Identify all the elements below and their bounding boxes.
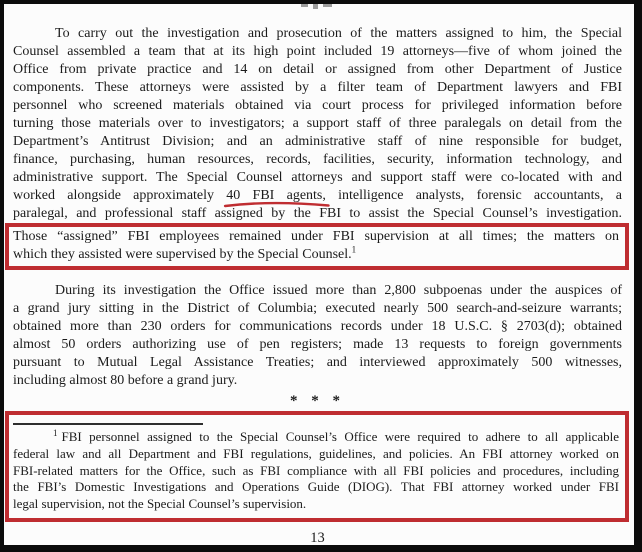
boxed-sentence-line-2: which they assisted were supervised by the Special Counsel.$^1$ xyxy=(13,244,357,262)
red-annotation-box-footnote xyxy=(5,411,629,522)
underline-pre-text: worked alongside approximately xyxy=(13,188,227,203)
underlined-phrase: 40 FBI agents, xyxy=(226,188,326,203)
text-line: During its investigation the Office issued more than 2,800 subpoenas under the auspices of xyxy=(55,283,622,298)
text-line: turning those materials over to investigators; a support staff of three paralegals on detail from the xyxy=(13,116,622,131)
text-line: obtained more than 230 orders for communications records under 18 U.S.C. § 2703(d); obtained xyxy=(13,319,622,334)
text-line: federal law and all Department and FBI regulations, guidelines, and policies. An FBI attorney worked on xyxy=(13,445,619,461)
paragraph-2-last-line: including almost 80 before a grand jury. xyxy=(13,373,238,388)
footnote-1 xyxy=(13,429,619,513)
paragraph-2 xyxy=(13,282,622,390)
page-content xyxy=(4,4,634,547)
text-line: To carry out the investigation and prosecution of the matters assigned to him, the Special xyxy=(55,26,622,41)
text-line: administrative support. The Special Counsel attorneys and support staff were co-located with and xyxy=(13,170,622,185)
footnote-marker: 1 xyxy=(53,427,58,438)
text-line: a grand jury sitting in the District of Columbia; executed nearly 500 search-and-seizure warrants; xyxy=(13,301,622,316)
footnote-first-line: $^1$ FBI personnel assigned to the Special Counsel’s Office were required to adhere to all applicable xyxy=(53,427,619,444)
footnote-body xyxy=(13,446,619,496)
footnote-separator-line xyxy=(13,423,203,425)
underline-post-text: intelligence analysts, forensic accountants, a xyxy=(325,188,622,203)
underlined-text-line xyxy=(13,187,622,205)
paragraph-2-body xyxy=(13,282,622,372)
text-line: FBI-related matters for the Office, such as FBI compliance with all FBI policies and procedures, including xyxy=(13,462,619,478)
text-line: Counsel assembled a team that at its high point included 19 attorneys—five of whom joined the xyxy=(13,44,622,59)
paragraph-1-body xyxy=(13,25,622,187)
scan-artifact xyxy=(301,4,332,9)
text-line: the FBI’s Domestic Investigations and Operations Guide (DIOG). That FBI attorney worked under FBI xyxy=(13,479,619,495)
paragraph-1-last-line: paralegal, and professional staff assigned by the FBI to assist the Special Counsel’s investigation. xyxy=(13,206,622,221)
text-line: finance, purchasing, human resources, records, facilities, security, information technology, and xyxy=(13,152,622,167)
footnote-last-line: legal supervision, not the Special Counsel’s supervision. xyxy=(13,496,307,512)
section-break: * * * xyxy=(290,393,345,409)
text-line: components. These attorneys were assisted by a filter team of Department lawyers and FBI xyxy=(13,80,622,95)
text-line: Department’s Antitrust Division; and an administrative staff of nine responsible for budget, xyxy=(13,134,622,149)
boxed-sentence-line-1: Those “assigned” FBI employees remained under FBI supervision at all times; the matters on xyxy=(13,229,619,244)
text-line: Office from private practice and 14 on detail or assigned from other Department of Justice xyxy=(13,62,622,77)
page-number: 13 xyxy=(310,529,325,546)
text-line: almost 50 orders authorizing use of pen registers; made 13 requests to foreign governments xyxy=(13,337,622,352)
paragraph-1 xyxy=(13,25,622,223)
red-underline-mark xyxy=(223,200,331,209)
red-annotation-box-supervision xyxy=(5,223,629,270)
text-line: personnel who screened materials obtained via court process for privileged information before xyxy=(13,98,622,113)
footnote-reference: 1 xyxy=(351,244,357,255)
red-underline-annotation xyxy=(226,188,326,203)
text-line: pursuant to Mutual Legal Assistance Treaties; and interviewed approximately 500 witnesses, xyxy=(13,355,622,370)
